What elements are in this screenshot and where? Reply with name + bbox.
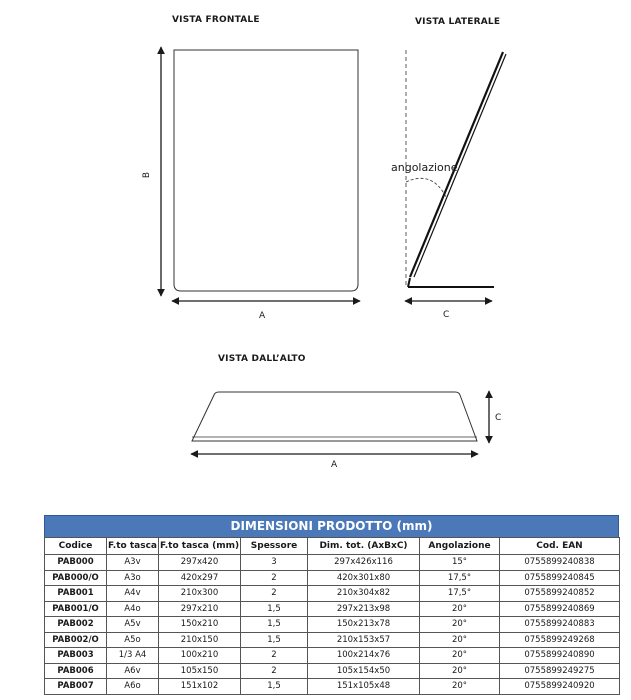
col-header-thickness: Spessore — [241, 538, 308, 555]
table-row — [45, 679, 620, 695]
table-row — [45, 663, 620, 679]
cell-pocket-size: 151x102 — [159, 679, 241, 695]
cell-pocket-size: 420x297 — [159, 570, 241, 586]
cell-thickness: 1,5 — [241, 679, 308, 695]
table-row — [45, 555, 620, 571]
cell-angle: 17,5° — [420, 586, 500, 602]
cell-angle: 15° — [420, 555, 500, 571]
top-view-shape — [192, 392, 477, 441]
cell-thickness: 2 — [241, 586, 308, 602]
cell-angle: 20° — [420, 648, 500, 664]
base-joint — [408, 278, 410, 287]
cell-pocket-format: A5v — [107, 617, 159, 633]
cell-pocket-size: 210x300 — [159, 586, 241, 602]
cell-total-dimensions: 105x154x50 — [308, 663, 420, 679]
cell-ean: 0755899249268 — [500, 632, 620, 648]
cell-ean: 0755899240890 — [500, 648, 620, 664]
cell-pocket-format: A4o — [107, 601, 159, 617]
cell-ean: 0755899240883 — [500, 617, 620, 633]
cell-ean: 0755899240852 — [500, 586, 620, 602]
dimensions-table — [44, 537, 620, 695]
table-header-row — [45, 538, 620, 555]
cell-thickness: 1,5 — [241, 601, 308, 617]
col-header-total-dimensions: Dim. tot. (AxBxC) — [308, 538, 420, 555]
cell-thickness: 2 — [241, 663, 308, 679]
front-panel — [174, 50, 358, 291]
table-row — [45, 617, 620, 633]
cell-pocket-size: 100x210 — [159, 648, 241, 664]
cell-ean: 0755899240838 — [500, 555, 620, 571]
cell-thickness: 3 — [241, 555, 308, 571]
cell-code: PAB006 — [45, 663, 107, 679]
side-view-title: VISTA LATERALE — [415, 17, 501, 27]
product-dimensions-table — [44, 515, 619, 695]
cell-pocket-format: A6v — [107, 663, 159, 679]
cell-code: PAB003 — [45, 648, 107, 664]
cell-pocket-size: 297x210 — [159, 601, 241, 617]
cell-pocket-size: 150x210 — [159, 617, 241, 633]
cell-total-dimensions: 210x153x57 — [308, 632, 420, 648]
cell-angle: 20° — [420, 632, 500, 648]
col-header-code: Codice — [45, 538, 107, 555]
cell-code: PAB002/O — [45, 632, 107, 648]
cell-code: PAB001 — [45, 586, 107, 602]
cell-code: PAB007 — [45, 679, 107, 695]
cell-ean: 0755899240845 — [500, 570, 620, 586]
col-header-ean: Cod. EAN — [500, 538, 620, 555]
table-row — [45, 570, 620, 586]
table-row — [45, 632, 620, 648]
cell-angle: 20° — [420, 601, 500, 617]
top-dim-c-label: C — [495, 413, 502, 423]
cell-pocket-format: A6o — [107, 679, 159, 695]
cell-pocket-size: 210x150 — [159, 632, 241, 648]
top-dim-a-label: A — [331, 460, 338, 470]
front-view — [161, 47, 360, 301]
col-header-angle: Angolazione — [420, 538, 500, 555]
table-row — [45, 586, 620, 602]
cell-total-dimensions: 210x304x82 — [308, 586, 420, 602]
cell-pocket-format: 1/3 A4 — [107, 648, 159, 664]
cell-pocket-format: A5o — [107, 632, 159, 648]
table-row — [45, 648, 620, 664]
cell-total-dimensions: 150x213x78 — [308, 617, 420, 633]
cell-total-dimensions: 420x301x80 — [308, 570, 420, 586]
cell-thickness: 2 — [241, 648, 308, 664]
cell-thickness: 2 — [241, 570, 308, 586]
cell-code: PAB001/O — [45, 601, 107, 617]
cell-pocket-size: 105x150 — [159, 663, 241, 679]
cell-thickness: 1,5 — [241, 632, 308, 648]
top-view — [191, 391, 489, 454]
cell-pocket-format: A4v — [107, 586, 159, 602]
cell-total-dimensions: 151x105x48 — [308, 679, 420, 695]
front-dim-b-label: B — [142, 171, 153, 179]
cell-total-dimensions: 297x426x116 — [308, 555, 420, 571]
cell-code: PAB000 — [45, 555, 107, 571]
cell-angle: 17,5° — [420, 570, 500, 586]
angle-arc — [406, 178, 446, 197]
cell-total-dimensions: 297x213x98 — [308, 601, 420, 617]
cell-pocket-format: A3o — [107, 570, 159, 586]
col-header-pocket-format: F.to tasca — [107, 538, 159, 555]
front-view-title: VISTA FRONTALE — [172, 15, 260, 25]
cell-pocket-size: 297x420 — [159, 555, 241, 571]
col-header-pocket-size: F.to tasca (mm) — [159, 538, 241, 555]
cell-ean: 0755899240920 — [500, 679, 620, 695]
cell-angle: 20° — [420, 663, 500, 679]
top-view-title: VISTA DALL’ALTO — [218, 354, 306, 364]
cell-thickness: 1,5 — [241, 617, 308, 633]
table-row — [45, 601, 620, 617]
cell-pocket-format: A3v — [107, 555, 159, 571]
side-dim-c-label: C — [443, 310, 450, 320]
side-view — [405, 50, 506, 301]
cell-code: PAB000/O — [45, 570, 107, 586]
cell-angle: 20° — [420, 679, 500, 695]
cell-code: PAB002 — [45, 617, 107, 633]
cell-ean: 0755899240869 — [500, 601, 620, 617]
table-title: DIMENSIONI PRODOTTO (mm) — [44, 515, 619, 537]
cell-total-dimensions: 100x214x76 — [308, 648, 420, 664]
front-dim-a-label: A — [259, 311, 266, 321]
cell-angle: 20° — [420, 617, 500, 633]
cell-ean: 0755899249275 — [500, 663, 620, 679]
angle-label: angolazione — [391, 161, 458, 174]
